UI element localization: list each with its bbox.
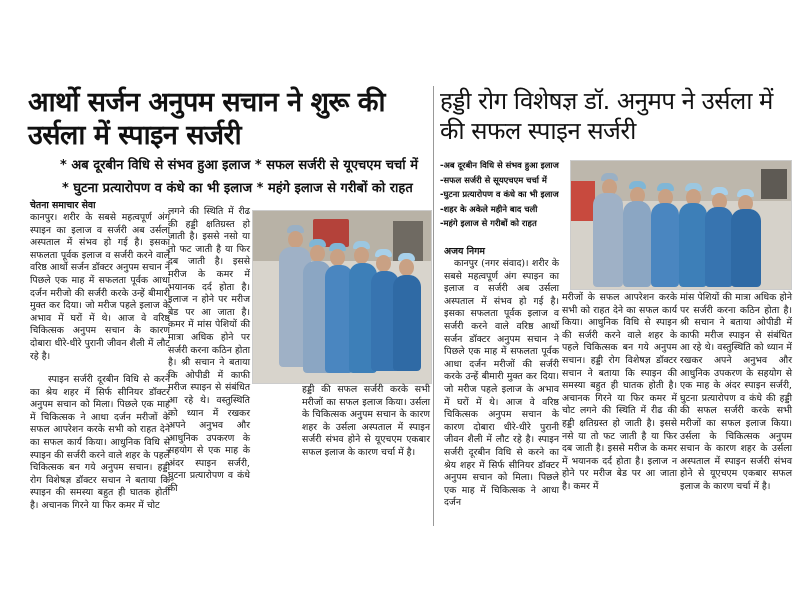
right-col2-text: मरीजों के सफल आपरेशन करके सभी को राहत देने का सफल कार्य किया। आधुनिक विधि से स्पाइन की सर्जरी करने वाले शहर के पहले चिकित्सक बन गये अनुपम सचान। हड्डी रोग विशेषज्ञ डॉक्टर सचान ने बताया कि स्पाइन की समस्या बहुत ही घातक होती है। अचानक गिरने या फिर कमर में चोट लगने की स्थिति में रीढ की हड्डी क्षतिग्रस्त हो जाती है। इससे नसे या तो फट जाती है या फिर दब जाती है। इससे मरीज के कमर में भयानक दर्द होता है। इलाज न होने पर मरीज बेड पर आ जाता है। कमर में xyxy=(562,292,677,492)
left-col1-text: कानपुर। शरीर के सबसे महत्वपूर्ण अंग स्पाइन का इलाज व सर्जरी अब उर्सला अस्पताल में संभव हो गई है। इसका सफलता पूर्वक इलाज व सर्जरी करने वाले वरिष्ठ आर्थो सर्जन डॉक्टर अनुपम सचान ने पिछले एक माह में सफलता पूर्वक आधा दर्जन मरीजो की सर्जरी करके उन्हें बीमारी मुक्त कर दिया। जो मरीज पहले इलाज के अभाव में घरों में थे। आज वे वरिष्ठ चिकित्सक अनुपम सचान के कारण दोबारा धीरे-धीरे पुरानी जीवन शैली में लौट रहे है। xyxy=(30,212,170,362)
right-bullet: -सफल सर्जरी से सूयएचएम चर्चा में xyxy=(440,174,547,185)
right-photo-surgical-team xyxy=(570,160,792,290)
left-subhead-2: * घुटना प्रत्यारोपण व कंधे का भी इलाज * महंगे इलाज से गरीबों को राहत xyxy=(62,181,413,196)
left-photo-surgical-team xyxy=(252,210,432,384)
right-byline: अजय निगम xyxy=(444,246,485,257)
right-headline: हड्डी रोग विशेषज्ञ डॉ. अनुमप ने उर्सला में की सफल स्पाइन सर्जरी xyxy=(440,87,773,145)
left-byline: चेतना समाचार सेवा xyxy=(30,200,96,211)
left-col2-text: लगने की स्थिति में रीढ की हड्डी क्षतिग्रस्त हो जाती है। इससे नसो या तो फट जाती है या फिर दब जाती है। इससे मरीज के कमर में भयानक दर्द होता है। इलाज न होने पर मरीज बेड पर आ जाता है। कमर में मांस पेशियों की मात्रा अधिक होने पर सर्जरी करना कठिन होता है। श्री सचान ने बताया कि ओपीडी में काफी मरीज स्पाइन से संबंधित आ रहे थे। वस्तुस्थिति को ध्यान में रखकर अपने अनुभव और आधुनिक उपकरण के सहयोग से एक माह के अंदर स्पाइन सर्जरी, घुटना प्रत्यारोपण व कंधे की xyxy=(168,206,250,495)
left-col3-text: हड्डी की सफल सर्जरी करके सभी मरीजों का सफल इलाज किया। उर्सला के चिकित्सक अनुपम सचान के कारण शहर के उर्सला अस्पताल में स्पाइन सर्जरी संभव होने से यूएचएम एकबार सफल इलाज के कारण चर्चा में है। xyxy=(302,384,430,458)
left-subhead-1: * अब दूरबीन विधि से संभव हुआ इलाज * सफल सर्जरी से यूएचएम चर्चा में xyxy=(60,158,418,173)
right-col3-text: मांस पेशियों की मात्रा अधिक होने पर सर्जरी करना कठिन होता है। श्री सचान ने बताया ओपीडी में काफी मरीज स्पाइन से संबंधित आ रहे थे। वस्तुस्थिति को ध्यान में रखकर अपने अनुभव और आधुनिक उपकरण के सहयोग से एक माह के अंदर स्पाइन सर्जरी, घुटना प्रत्यारोपण व कंधे की हड्डी की सफल सर्जरी करके सभी मरीजों का सफल इलाज किया। उर्सला के चिकित्सक अनुपम सचान के कारण शहर के उर्सला अस्पताल में स्पाइन सर्जरी संभव होने से यूएचएम एकबार सफल इलाज के कारण चर्चा में है। xyxy=(680,292,792,492)
right-col1-text: कानपुर (नगर संवाद)। शरीर के सबसे महत्वपूर्ण अंग स्पाइन का इलाज व सर्जरी अब उर्सला अस्पताल में संभव हो गई है। इसका सफलता पूर्वक इलाज व सर्जरी करने वाले वरिष्ठ आर्थो सर्जन डॉक्टर अनुपम सचान ने पिछले एक माह में सफलता पूर्वक आधा दर्जन मरीजों की सर्जरी करके उन्हें बीमारी मुक्त कर दिया। जो मरीज पहले इलाज के अभाव में घरों में थे। आज वे वरिष्ठ चिकित्सक अनुपम सचान के कारण दोबारा धीरे-धीरे पुरानी जीवन शैली में लौट रहे है। स्पाइन सर्जरी दूरबीन विधि से करने का श्रेय शहर में सिर्फ सीनियर डॉक्टर अनुपम सचान को मिला। पिछले एक माह में चिकित्सक ने आधा दर्जन xyxy=(444,258,559,509)
right-bullet-list xyxy=(440,158,590,231)
left-col2-lower xyxy=(168,384,308,476)
column-divider xyxy=(433,86,434,526)
right-bullet: -महंगे इलाज से गरीबों को राहत xyxy=(440,218,537,228)
right-bullet: -शहर के अकेले महीने बाद चली xyxy=(440,203,538,214)
left-col1b-text: स्पाइन सर्जरी दूरबीन विधि से करने का श्रेय शहर में सिर्फ सीनियर डॉक्टर अनुपम सचान को मिला। पिछले एक माह में चिकित्सक ने आधा दर्जन मरीजों के सफल आपरेशन करके सभी को राहत देने का सफल कार्य किया। आधुनिक विधि से स्पाइन की सर्जरी करने वाले शहर के पहले चिकित्सक बन गये अनुपम सचान। हड्डी रोग विशेषज्ञ डॉक्टर सचान ने बताया कि स्पाइन की समस्या बहुत ही घातक होती है। अचानक गिरने या फिर कमर में चोट xyxy=(30,374,170,511)
right-bullet: -घुटना प्रत्यारोपण व कंधे का भी इलाज xyxy=(440,189,559,199)
right-bullet: -अब दूरबीन विधि से संभव हुआ इलाज xyxy=(440,160,559,170)
left-headline: आर्थो सर्जन अनुपम सचान ने शुरू की उर्सला में स्पाइन सर्जरी xyxy=(28,87,386,151)
